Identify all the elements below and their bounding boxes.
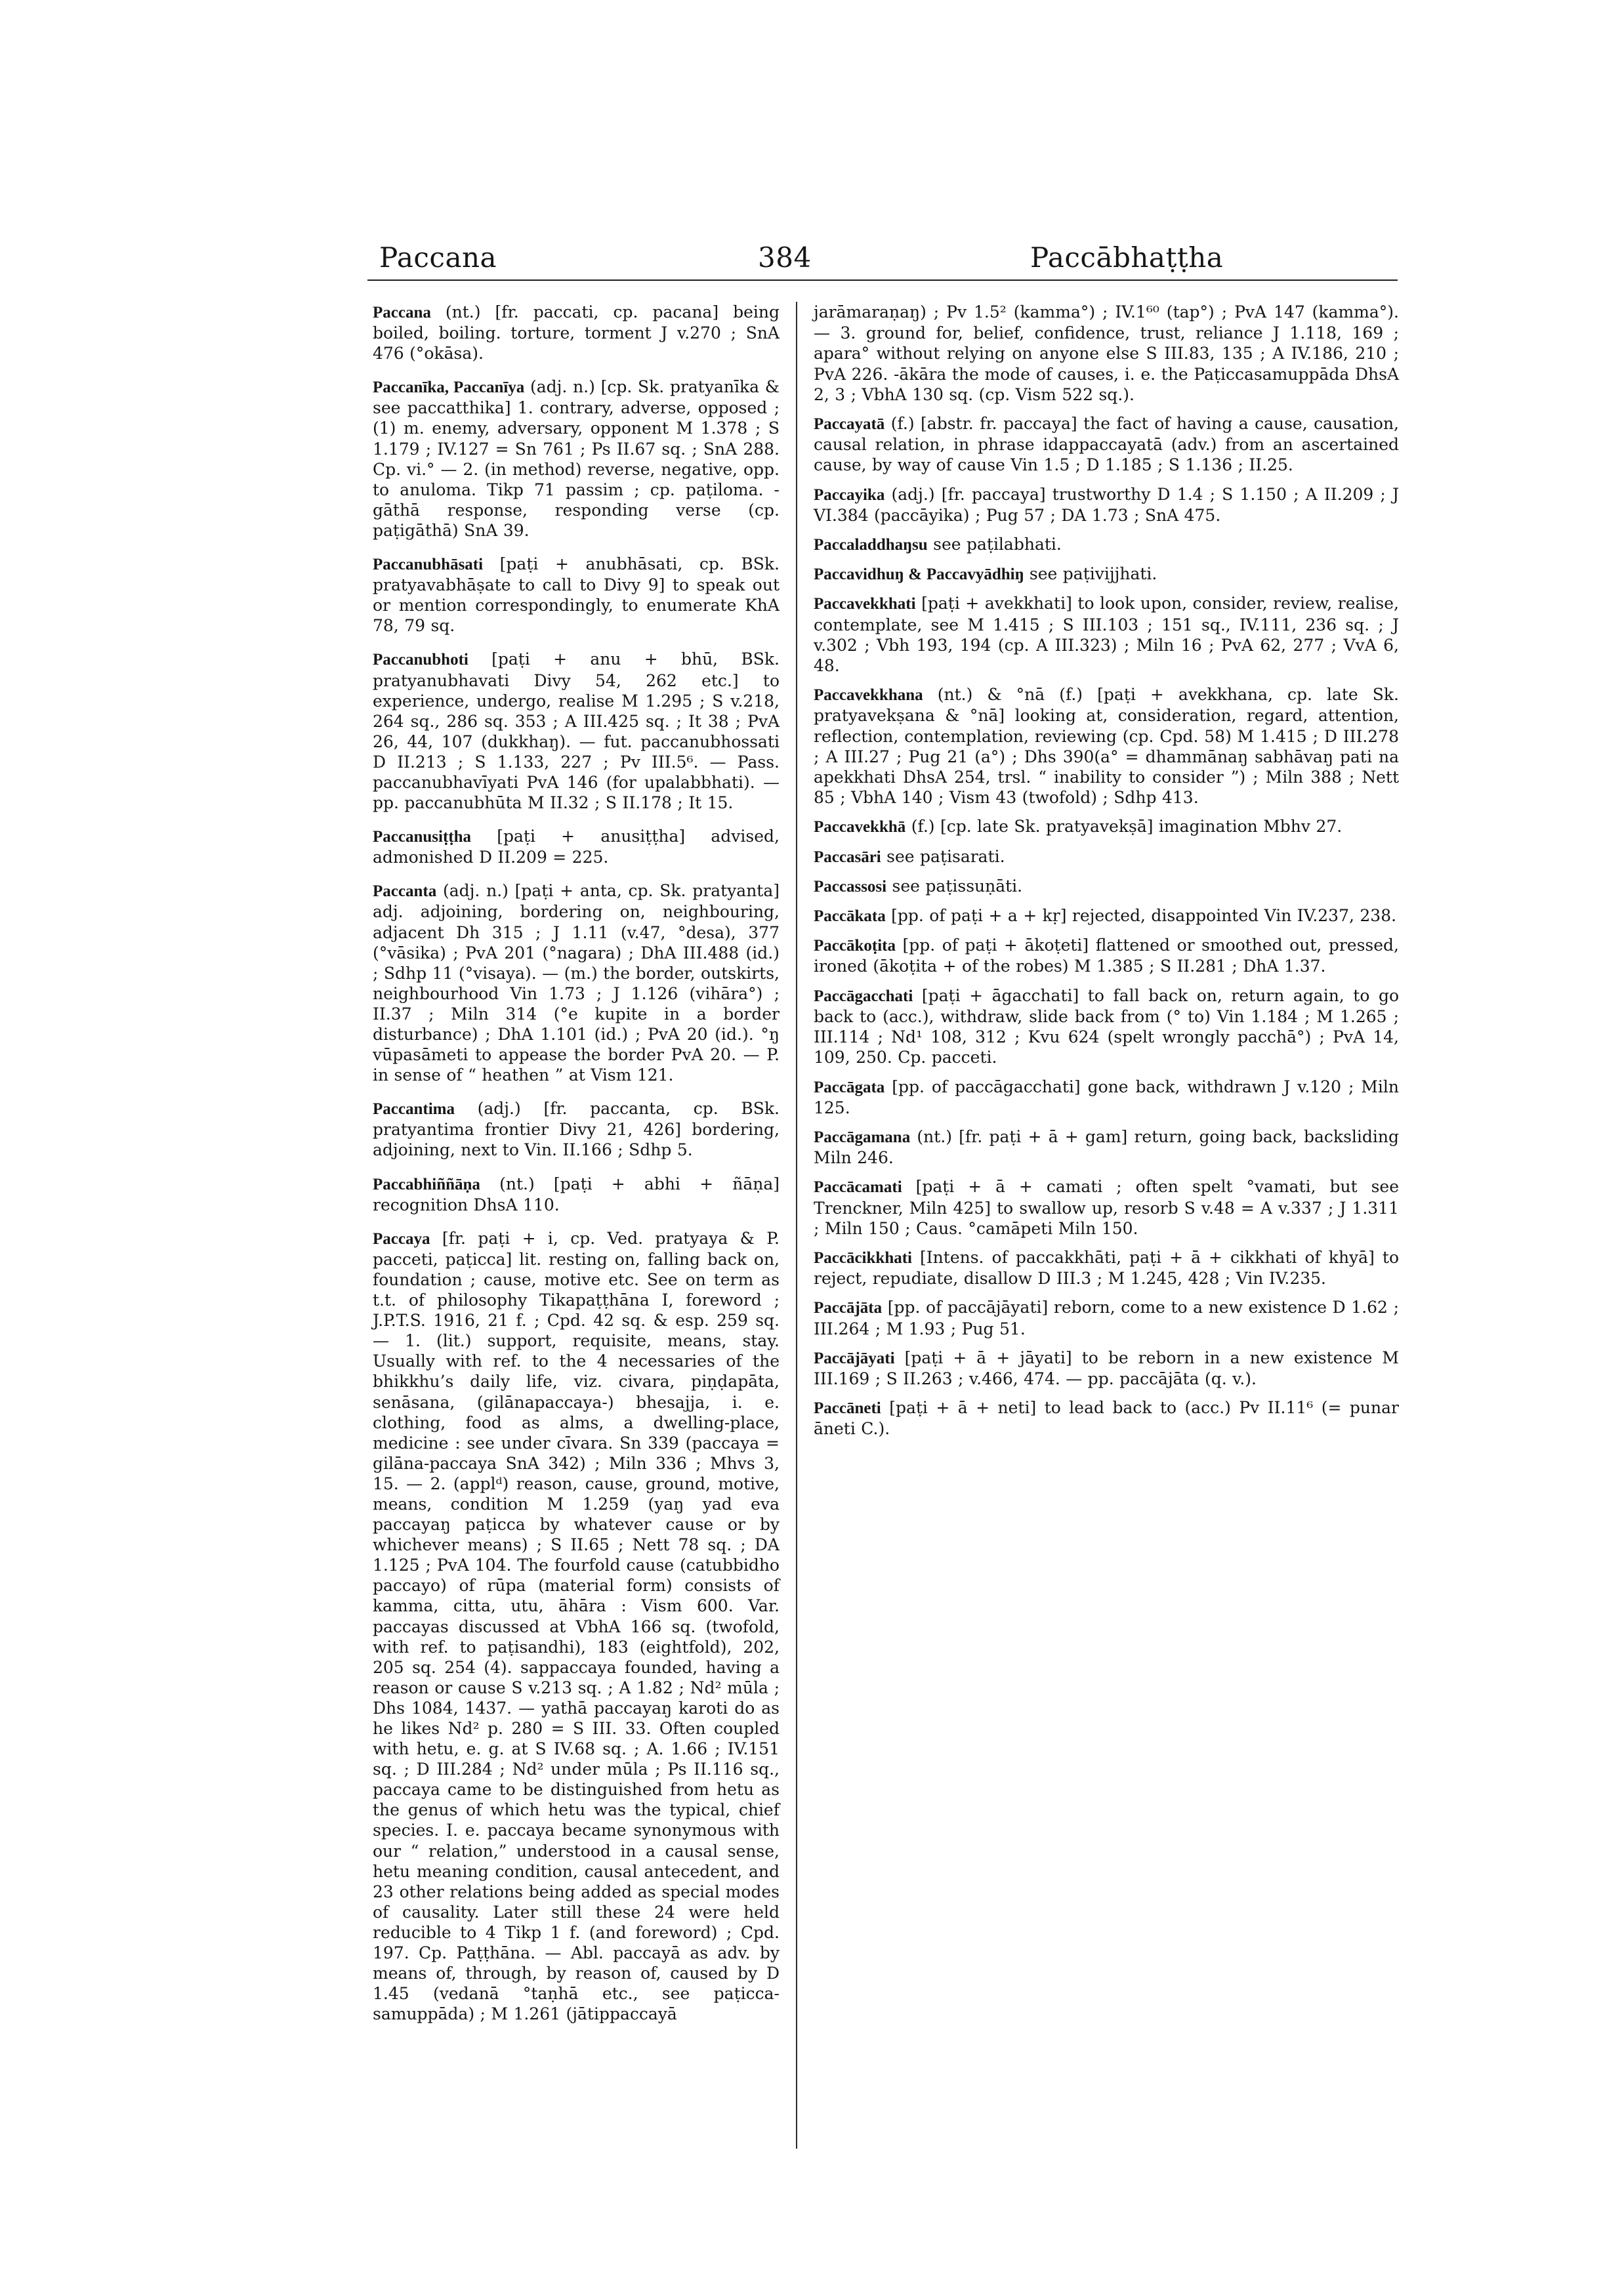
entry-headword: Paccājāta (814, 1299, 883, 1317)
header-rule (367, 279, 1398, 281)
entry-definition: [paṭi + ā + jāyati] to be reborn in a new existence M III.169 ; S II.263 ; v.466, 474. — pp. paccājāta (q. v.). (814, 1348, 1399, 1388)
entry-headword: Paccaladdhaŋsu (814, 536, 928, 554)
dictionary-entry (814, 564, 1399, 585)
dictionary-entry (373, 1098, 780, 1160)
entry-headword: Paccantima (373, 1100, 455, 1119)
entry-headword: Paccanubhoti (373, 651, 468, 669)
entry-headword: Paccāneti (814, 1399, 881, 1418)
dictionary-entry (373, 302, 780, 363)
dictionary-entry (814, 1247, 1399, 1289)
entry-headword: Paccākoṭita (814, 937, 896, 955)
entry-definition: see paṭilabhati. (927, 535, 1062, 554)
entry-definition: (nt.) [paṭi + abhi + ñāṇa] recognition DhsA 110. (373, 1174, 780, 1214)
dictionary-entry (373, 1174, 780, 1215)
entry-definition: (adj.) [fr. paccaya] trustworthy D 1.4 ; S 1.150 ; A II.209 ; J VI.384 (paccāyika) ; Pug 57 ; DA 1.73 ; SnA 475. (814, 484, 1399, 525)
entry-headword: Paccanusiṭṭha (373, 828, 471, 846)
entry-definition: (nt.) [fr. paccati, cp. pacana] being boiled, boiling. torture, torment J v.270 ; SnA 476 (°okāsa). (373, 302, 780, 363)
entry-definition: (nt.) [fr. paṭi + ā + gam] return, going back, backsliding Miln 246. (814, 1127, 1399, 1168)
entry-headword: Paccana (373, 304, 431, 321)
running-head-left: Paccana (379, 241, 497, 274)
dictionary-entry (814, 1348, 1399, 1389)
dictionary-entry (814, 684, 1399, 808)
entry-headword: Paccācamati (814, 1178, 902, 1197)
entry-definition: [paṭi + āgacchati] to fall back on, return again, to go back to (acc.), withdraw, slide back from (° to) Vin 1.184 ; M 1.265 ; III.114 ; Nd¹ 108, 312 ; Kvu 624 (spelt wrongly pacchā°) ; PvA 14, 109, 250. Cp. pacceti. (814, 985, 1399, 1067)
entry-definition: (adj. n.) [paṭi + anta, cp. Sk. pratyanta] adj. adjoining, bordering on, neighbouring, adjacent Dh 315 ; J 1.11 (v.47, °desa), 377 (°vāsika) ; PvA 201 (°nagara) ; DhA III.488 (id.) ; Sdhp 11 (°visaya). — (m.) the border, outskirts, neighbourhood Vin 1.73 ; J 1.126 (vihāra°) ; II.37 ; Miln 314 (°e kupite in a border disturbance) ; DhA 1.101 (id.) ; PvA 20 (id.). °ŋ vūpasāmeti to appease the border PvA 20. — P. in sense of “ heathen ” at Vism 121. (373, 881, 780, 1085)
column-divider (796, 302, 797, 2149)
entry-definition: [paṭi + ā + neti] to lead back to (acc.) Pv II.11⁶ (= punar āneti C.). (814, 1398, 1399, 1439)
entry-definition: see paṭivijjhati. (1024, 564, 1157, 584)
dictionary-entry (814, 985, 1399, 1068)
page-header (367, 241, 1398, 287)
dictionary-entry (814, 1297, 1399, 1338)
dictionary-entry (814, 534, 1399, 555)
entry-headword: Paccājāyati (814, 1349, 895, 1367)
entry-definition: [pp. of paṭi + ākoṭeti] flattened or smoothed out, pressed, ironed (ākoṭita + of the robes) M 1.385 ; S II.281 ; DhA 1.37. (814, 936, 1399, 976)
entry-headword: Paccavekkhana (814, 686, 923, 705)
entry-definition: [paṭi + avekkhati] to look upon, consider, review, realise, contemplate, see M 1.415 ; S III.103 ; 151 sq., IV.111, 236 sq. ; J v.302 ; Vbh 193, 194 (cp. A III.323) ; Miln 16 ; PvA 62, 277 ; VvA 6, 48. (814, 594, 1399, 676)
dictionary-entry (814, 413, 1399, 476)
entry-headword: Paccāgamana (814, 1128, 911, 1146)
dictionary-entry (814, 1397, 1399, 1439)
entry-headword: Paccanubhāsati (373, 556, 484, 574)
entry-definition: [pp. of paccāgacchati] gone back, withdrawn J v.120 ; Miln 125. (814, 1077, 1399, 1117)
dictionary-entry (814, 1077, 1399, 1118)
entry-definition: [paṭi + anubhāsati, cp. BSk. pratyavabhāṣate to call to Divy 9] to speak out or mention correspondingly, to enumerate KhA 78, 79 sq. (373, 554, 780, 636)
entry-headword: Paccāgata (814, 1078, 885, 1096)
entry-definition: (adj.) [fr. paccanta, cp. BSk. pratyantima frontier Divy 21, 426] bordering, adjoining, next to Vin. II.166 ; Sdhp 5. (373, 1099, 780, 1160)
dictionary-entry (373, 880, 780, 1085)
entry-headword: Paccavekkhā (814, 818, 906, 837)
entry-headword: Paccayatā (814, 415, 885, 434)
entry-definition: [pp. of paṭi + a + kṛ] rejected, disappointed Vin IV.237, 238. (885, 906, 1397, 926)
entry-definition: [paṭi + anu + bhū, BSk. pratyanubhavati Divy 54, 262 etc.] to experience, undergo, realise M 1.295 ; S v.218, 264 sq., 286 sq. 353 ; A III.425 sq. ; It 38 ; PvA 26, 44, 107 (dukkhaŋ). — fut. paccanubhossati D II.213 ; S 1.133, 227 ; Pv III.5⁶. — Pass. paccanubhavīyati PvA 146 (for upalabbhati). — pp. paccanubhūta M II.32 ; S II.178 ; It 15. (373, 650, 780, 813)
entry-headword: Paccavidhuŋ & Paccavyādhiŋ (814, 566, 1024, 584)
dictionary-entry (814, 816, 1399, 837)
entry-headword: Paccavekkhati (814, 595, 916, 613)
running-head-right: Paccābhaṭṭha (1030, 241, 1224, 274)
entry-definition: (nt.) & °nā (f.) [paṭi + avekkhana, cp. late Sk. pratyavekṣana & °nā] looking at, consideration, regard, attention, reflection, contemplation, reviewing (cp. Cpd. 58) M 1.415 ; D III.278 ; A III.27 ; Pug 21 (a°) ; Dhs 390(a° = dhammānaŋ sabhāvaŋ pati na apekkhati DhsA 254, trsl. “ inability to consider ”) ; Miln 388 ; Nett 85 ; VbhA 140 ; Vism 43 (twofold) ; Sdhp 413. (814, 685, 1399, 808)
dictionary-entry (373, 554, 780, 636)
page-number: 384 (758, 241, 812, 274)
entry-headword: Paccanīka, Paccanīya (373, 379, 525, 397)
dictionary-entry (814, 593, 1399, 676)
entry-definition: see paṭissuṇāti. (886, 876, 1023, 896)
entry-definition: [Intens. of paccakkhāti, paṭi + ā + cikkhati of khyā] to reject, repudiate, disallow D III.3 ; M 1.245, 428 ; Vin IV.235. (814, 1247, 1399, 1289)
entry-definition: (f.) [abstr. fr. paccaya] the fact of having a cause, causation, causal relation, in phrase idappaccayatā (adv.) from an ascertained cause, by way of cause Vin 1.5 ; D 1.185 ; S 1.136 ; II.25. (814, 414, 1399, 475)
dictionary-entry (814, 846, 1399, 867)
dictionary-entry (814, 484, 1399, 526)
entry-definition: [pp. of paccājāyati] reborn, come to a new existence D 1.62 ; III.264 ; M 1.93 ; Pug 51. (814, 1298, 1399, 1338)
entry-headword: Paccāgacchati (814, 987, 913, 1005)
entry-definition: (adj. n.) [cp. Sk. pratyanīka & see paccatthika] 1. contrary, adverse, opposed ; (1) m. enemy, adversary, opponent M 1.378 ; S 1.179 ; IV.127 = Sn 761 ; Ps II.67 sq. ; SnA 288. Cp. vi.° — 2. (in method) reverse, negative, opp. to anuloma. Tikp 71 passim ; cp. paṭiloma. -gāthā response, responding verse (cp. paṭigāthā) SnA 39. (373, 377, 780, 540)
entry-headword: Paccaya (373, 1230, 430, 1248)
entry-headword: Paccassosi (814, 877, 887, 896)
dictionary-entry (373, 377, 780, 541)
entry-headword: Paccasāri (814, 848, 881, 866)
entry-headword: Paccayika (814, 486, 885, 504)
entry-definition: [paṭi + ā + camati ; often spelt °vamati, but see Trenckner, Miln 425] to swallow up, resorb S v.48 = A v.337 ; J 1.311 ; Miln 150 ; Caus. °camāpeti Miln 150. (814, 1177, 1399, 1238)
entry-definition: (f.) [cp. late Sk. pratyavekṣā] imagination Mbhv 27. (906, 817, 1343, 837)
left-column (373, 302, 780, 2037)
dictionary-entry (373, 1228, 780, 2025)
entry-headword: Paccanta (373, 882, 437, 901)
dictionary-entry (373, 826, 780, 867)
dictionary-entry (814, 876, 1399, 897)
entry-definition: see paṭisarati. (881, 846, 1005, 866)
entry-headword: Paccabhiññāṇa (373, 1175, 480, 1193)
entry-headword: Paccākata (814, 907, 886, 926)
entry-definition: jarāmaraṇaŋ) ; Pv 1.5² (kamma°) ; IV.1⁶⁰ (tap°) ; PvA 147 (kamma°). — 3. ground for, belief, confidence, trust, reliance J 1.118, 169 ; apara° without relying on anyone else S III.83, 135 ; A IV.186, 210 ; PvA 226. -ākāra the mode of causes, i. e. the Paṭiccasamuppāda DhsA 2, 3 ; VbhA 130 sq. (cp. Vism 522 sq.). (814, 302, 1399, 404)
dictionary-entry (373, 649, 780, 813)
dictionary-entry (814, 905, 1399, 926)
dictionary-entry (814, 1176, 1399, 1239)
entry-definition: [fr. paṭi + i, cp. Ved. pratyaya & P. pacceti, paṭicca] lit. resting on, falling back on, foundation ; cause, motive etc. See on term as t.t. of philosophy Tikapaṭṭhāna I, foreword ; J.P.T.S. 1916, 21 f. ; Cpd. 42 sq. & esp. 259 sq. — 1. (lit.) support, requisite, means, stay. Usually with ref. to the 4 necessaries of the bhikkhu’s daily life, viz. civara, piṇḍapāta, senāsana, (gilānapaccaya-) bhesajja, i. e. clothing, food as alms, a dwelling-place, medicine : see under cīvara. Sn 339 (paccaya = gilāna-paccaya SnA 342) ; Miln 336 ; Mhvs 3, 15. — 2. (applᵈ) reason, cause, ground, motive, means, condition M 1.259 (yaŋ yad eva paccayaŋ paṭicca by whatever cause or by whichever means) ; S II.65 ; Nett 78 sq. ; DA 1.125 ; PvA 104. The fourfold cause (catubbidho paccayo) of rūpa (material form) consists of kamma, citta, utu, āhāra : Vism 600. Var. paccayas discussed at VbhA 166 sq. (twofold, with ref. to paṭisandhi), 183 (eightfold), 202, 205 sq. 254 (4). sappaccaya founded, having a reason or cause S v.213 sq. ; A 1.82 ; Nd² mūla ; Dhs 1084, 1437. — yathā paccayaŋ karoti do as he likes Nd² p. 280 = S III. 33. Often coupled with hetu, e. g. at S IV.68 sq. ; A. 1.66 ; IV.151 sq. ; D III.284 ; Nd² under mūla ; Ps II.116 sq., paccaya came to be distinguished from hetu as the genus of which hetu was the typical, chief species. I. e. paccaya became synonymous with our “ relation,” understood in a causal sense, hetu meaning condition, causal antecedent, and 23 other relations being added as special modes of causality. Later still these 24 were held reducible to 4 Tikp 1 f. (and foreword) ; Cpd. 197. Cp. Paṭṭhāna. — Abl. paccayā as adv. by means of, through, by reason of, caused by D 1.45 (vedanā °taṇhā etc., see paṭicca-samuppāda) ; M 1.261 (jātippaccayā (373, 1228, 780, 2024)
dictionary-entry-continued (814, 302, 1399, 405)
right-column (814, 302, 1399, 1448)
dictionary-entry (814, 935, 1399, 976)
entry-definition: [paṭi + anusiṭṭha] advised, admonished D II.209 = 225. (373, 827, 780, 867)
entry-headword: Paccācikkhati (814, 1249, 912, 1267)
dictionary-entry (814, 1127, 1399, 1168)
